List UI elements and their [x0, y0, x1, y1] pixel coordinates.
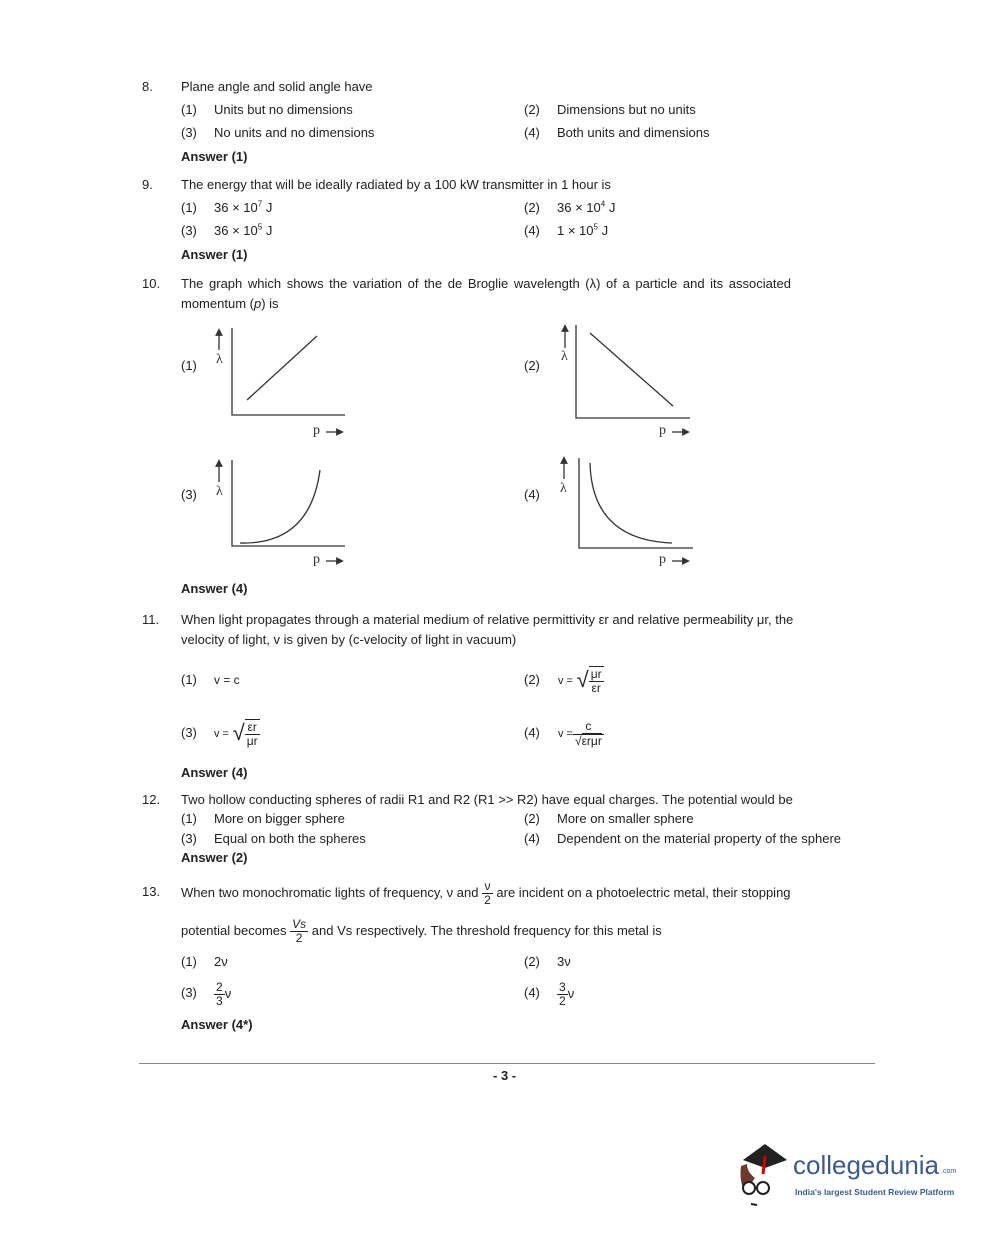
question-text: The energy that will be ideally radiated by a 100 kW transmitter in 1 hour is — [181, 177, 611, 192]
question-text: velocity of light, v is given by (c-velocity of light in vacuum) — [181, 632, 517, 647]
graph-linear-decreasing — [565, 325, 690, 432]
graphs — [0, 0, 993, 600]
option-number: (1) — [181, 200, 197, 215]
option-formula: v = $\frac{c}{\text{√εrμr}}$ — [558, 719, 602, 749]
question-number: 10. — [142, 276, 161, 291]
option-number: (1) — [181, 811, 197, 826]
option-text: More on bigger sphere — [214, 811, 345, 826]
question-text: When light propagates through a material medium of relative permittivity εr and relative permeability μr, the — [181, 612, 794, 627]
question-text: momentum (p) is — [181, 296, 279, 311]
option-number: (3) — [181, 725, 197, 740]
option-formula: v = √ $\frac{\varepsilon r}{\mu r}$ — [214, 719, 258, 748]
logo-wordmark: collegedunia — [793, 1150, 940, 1180]
axis-label-p: p — [313, 423, 320, 438]
option-text: Equal on both the spheres — [214, 831, 366, 846]
option-text: More on smaller sphere — [557, 811, 694, 826]
logo-wordmark-row — [793, 1150, 956, 1180]
option-number: (3) — [181, 487, 197, 502]
question-text: potential becomes $\frac{Vs}{2}$ and Vs respectively. The threshold frequency for this metal is — [181, 917, 662, 946]
option-formula: v = c — [214, 673, 240, 687]
option-number: (4) — [524, 725, 540, 740]
option-text: 2ν — [214, 954, 228, 969]
footer-divider — [139, 1063, 875, 1064]
option-number: (1) — [181, 954, 197, 969]
axis-label-p: p — [659, 552, 666, 567]
option-text: $36 \times 10^4$ J — [557, 199, 616, 215]
question-number: 8. — [142, 79, 153, 94]
option-formula: v = √ $\frac{\mu r}{\varepsilon r}$ — [558, 666, 602, 695]
option-number: (4) — [524, 223, 540, 238]
graph-linear-increasing — [219, 328, 345, 432]
option-number: (2) — [524, 102, 540, 117]
option-text: Units but no dimensions — [214, 102, 353, 117]
question-number: 11. — [142, 612, 160, 627]
answer: Answer (4) — [181, 765, 248, 780]
axis-label-p: p — [313, 552, 320, 567]
option-text: $36 \times 10^5$ J — [214, 222, 273, 238]
question-number: 9. — [142, 177, 153, 192]
option-number: (2) — [524, 358, 540, 373]
option-number: (3) — [181, 223, 197, 238]
option-text: Dependent on the material property of the sphere — [557, 831, 842, 846]
option-number: (2) — [524, 954, 540, 969]
option-text: Both units and dimensions — [557, 125, 710, 140]
option-text: Dimensions but no units — [557, 102, 696, 117]
answer: Answer (2) — [181, 850, 248, 865]
question-text: The graph which shows the variation of the de Broglie wavelength (λ) of a particle and its associated — [181, 276, 791, 291]
graph-hyperbola — [564, 458, 693, 561]
mascot-icon — [735, 1138, 795, 1208]
answer: Answer (4*) — [181, 1017, 253, 1032]
option-number: (3) — [181, 125, 197, 140]
axis-label-lambda: λ — [216, 484, 223, 499]
question-text: Plane angle and solid angle have — [181, 79, 373, 94]
question-text: When two monochromatic lights of frequency, ν and $\frac{\nu}{2}$ are incident on a photoelectric metal, their stopping — [181, 879, 791, 908]
option-number: (3) — [181, 985, 197, 1000]
axis-label-lambda: λ — [561, 349, 568, 364]
logo-suffix: .com — [941, 1168, 957, 1175]
axis-label-lambda: λ — [216, 352, 223, 367]
page-number: - 3 - — [493, 1068, 517, 1083]
answer: Answer (1) — [181, 247, 248, 262]
option-number: (4) — [524, 125, 540, 140]
question-number: 13. — [142, 884, 161, 899]
question-number: 12. — [142, 792, 161, 807]
question-text: Two hollow conducting spheres of radii R1 and R2 (R1 >> R2) have equal charges. The potential would be — [181, 792, 793, 807]
answer: Answer (1) — [181, 149, 248, 164]
option-number: (1) — [181, 672, 197, 687]
option-text: No units and no dimensions — [214, 125, 375, 140]
collegedunia-logo — [735, 1138, 985, 1210]
option-number: (3) — [181, 831, 197, 846]
option-number: (4) — [524, 487, 540, 502]
option-text: $1 \times 10^5$ J — [557, 222, 609, 238]
option-text: $\frac{2}{3}$ ν — [216, 980, 232, 1009]
option-text: $36 \times 10^7$ J — [214, 199, 273, 215]
option-number: (4) — [524, 985, 540, 1000]
option-number: (1) — [181, 102, 197, 117]
option-text: 3ν — [557, 954, 571, 969]
axis-label-lambda: λ — [560, 481, 567, 496]
option-number: (2) — [524, 200, 540, 215]
graph-increasing-curve — [219, 460, 345, 561]
logo-tagline: India's largest Student Review Platform — [795, 1187, 955, 1197]
axis-label-p: p — [659, 423, 666, 438]
option-number: (2) — [524, 811, 540, 826]
option-number: (1) — [181, 358, 197, 373]
option-number: (4) — [524, 831, 540, 846]
option-number: (2) — [524, 672, 540, 687]
answer: Answer (4) — [181, 581, 248, 596]
option-text: $\frac{3}{2}$ ν — [559, 980, 575, 1009]
